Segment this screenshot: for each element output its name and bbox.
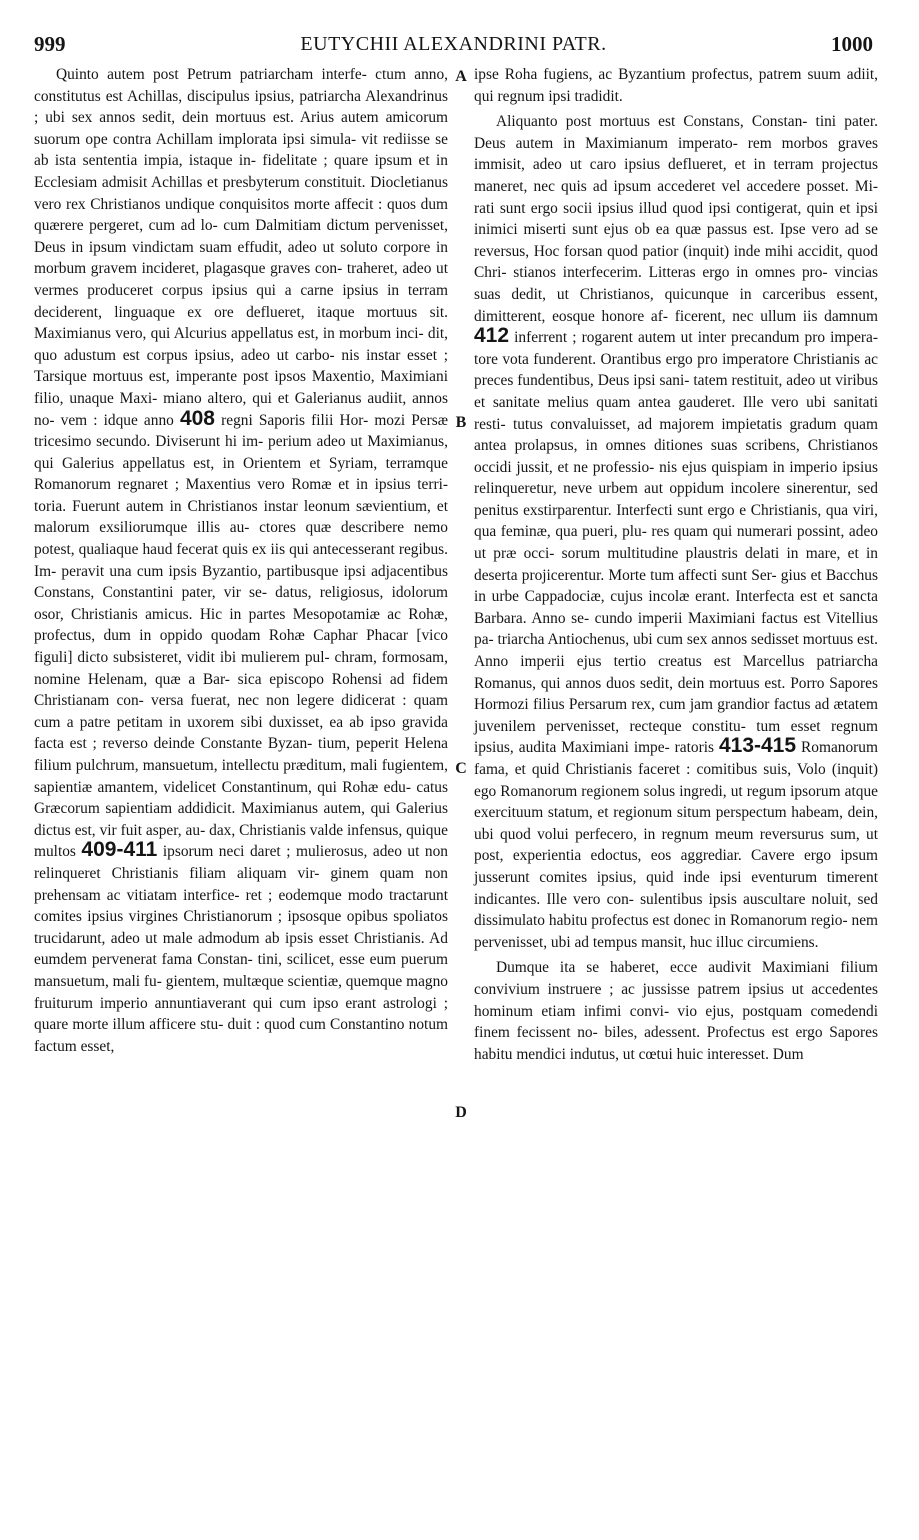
right-text-segment-3: Romanorum fama, et quid Christianis faceret : comitibus suis, Volo (inquit) ego Romanorum regionem solus ingredi, ut regum ipsorum atque exercituum statum, et regionum situm perspectum habeam, dein, ubi quod volui perfecero, in regnum meum reversurus sum, ut post, experientia edoctus, eos aggrediar. Cavere ergo ipsum jusserunt comites ipsius, quid inde ipsi eventurum timerent indicantes. Ille vero con- sulentibus ipsis auscultare noluit, sed dissimulato habitu profectus est donec in Romanorum regio- nem pervenisset, ubi ad tempus mansit, huc illuc circumiens. bbox=[474, 739, 878, 951]
right-column bbox=[474, 64, 878, 1065]
left-text-segment-3: ipsorum neci daret ; mulierosus, adeo ut non relinqueret Christianis filiam aliquam vir- ginem quam non prehensam ac vitiatam interfice- ret ; eodemque modo tractarunt comites ipsius virgines Christianorum ; ipsosque opibus spoliatos trucidarunt, adeo ut male admodum ab ipsis esset Christianis. Ad eumdem pervenerat fama Constan- tini, scilicet, esse eum puerum mansuetum, mali fu- gientem, multæque scientiæ, quemque magno fruiturum imperio annuntiaverant qui cum ipso erant astrologi ; quare morte illum afficere stu- duit : quod cum Constantino notum factum esset, bbox=[34, 843, 448, 1055]
section-marker-d: D bbox=[455, 1104, 467, 1121]
running-header bbox=[34, 32, 873, 60]
section-marker-c: C bbox=[455, 760, 467, 777]
year-marker-408: 408 bbox=[179, 406, 215, 430]
running-title: EUTYCHII ALEXANDRINI PATR. bbox=[300, 33, 607, 55]
right-paragraph-2 bbox=[474, 111, 878, 953]
right-text-segment-1: Aliquanto post mortuus est Constans, Constan- tini pater. Deus autem in Maximianum imperato- rem morbos graves immisit, adeo ut caro ipsius deflueret, et in terram projectus maneret, nec quis ad ipsum accederet vel accedere posset. Mi- rati sunt ergo socii ipsius illud quod ipsi contigerat, quin et ipsi inimici miserti sunt ejus ob ea quæ passus est. Ipse vero ad se reversus, Hoc forsan quod patior (inquit) inde mihi accidit, quod Chri- stianos interfecerim. Litteras ergo in omnes pro- vincias suas dedit, ut Christianos, quicunque in carceribus essent, dimitterent, eosque honore af- ficerent, nec ullum iis damnum bbox=[474, 113, 878, 325]
page-number-left: 999 bbox=[34, 32, 66, 56]
page-number-right: 1000 bbox=[831, 32, 873, 56]
year-marker-412: 412 bbox=[474, 324, 510, 348]
right-paragraph-1: ipse Roha fugiens, ac Byzantium profectus, patrem suum adiit, qui regnum ipsi tradidit. bbox=[474, 66, 878, 105]
left-column bbox=[34, 64, 448, 1057]
left-text-segment-1: Quinto autem post Petrum patriarcham interfe- ctum anno, constitutus est Achillas, discipulus ipsius, patriarcha Alexandrinus ; ubi sex annos sedit, dein mortuus est. Arius autem amicorum suorum ope contra Achillam implorata ipsi simula- vit rediisse se ab ista sententia impia, istaque in- fidelitate ; quare ipsum et in Ecclesiam admisit Achillas et presbyterum constituit. Diocletianus vero rex Christianos undique conquisitos morte affecit : quos dum quærere pergeret, cum ad lo- cum Dalmitiam dictum pervenisset, Deus in ipsum vindictam suam effudit, adeo ut soluto corpore in morbum gravem incideret, plagasque graves con- traheret, adeo ut vermes produceret corpus ipsius qui a carne ipsius in terram deciderent, linguaque ex ore deflueret, itaque mortuus sit. Maximianus vero, qui Alcurius appellatus est, in morbum inci- dit, quo adustum est corpus ipsius, adeo ut carbo- nis instar esset ; Tarsique mortuus est, imperante post ipsos Maxentio, Maximiani filio, unaque Maxi- miano altero, qui et Galerianus audiit, annos no- vem : idque anno bbox=[34, 66, 448, 429]
year-marker-409-411: 409-411 bbox=[81, 838, 158, 862]
right-paragraph-3: Dumque ita se haberet, ecce audivit Maximiani filium convivium instruere ; ac jussisse patrem ipsius ut accedentes hominum etiam infimi convi- vio ejus, postquam comedendi finem fecissent no- biles, adessent. Profectus est ergo Sapores habitu mendici indutus, ut cœtui huic interesset. Dum bbox=[474, 959, 878, 1063]
section-marker-b: B bbox=[455, 414, 467, 431]
left-text-segment-2: regni Saporis filii Hor- mozi Persæ tricesimo secundo. Diviserunt hi im- perium adeo ut Maximianus, qui Galerius appellatus est, in Orientem et Syriam, terramque Romanorum regnaret ; Maxentius vero Romæ et in ipsius terri- toria. Fuerunt autem in Christianos instar leonum sævientium, et malorum exsiliorumque illis au- ctores quæ describere nemo potest, qualiaque haud fecerat quis ex iis qui antecesserant regibus. Im- peravit una cum ipsis Byzantio, partibusque ipsi adjacentibus Constans, Constantini pater, vir se- datus, religiosus, idolorum osor, Christianis amicus. Hic in partes Mesopotamiæ ac Rohæ, profectus, dum in oppido quodam Rohæ Caphar Phacar [vico figuli] dicto subsisteret, vidit ibi mulierem pul- chram, formosam, nomine Helenam, quæ a Bar- sica episcopo Rohensi ad fidem Christianam con- versa fuerat, nec non legere didicerat : quam cum a patre petitam in uxorem sibi duxisset, ea ab ipso gravida facta est ; reverso deinde Constante Byzan- tium, peperit Helena filium pulchrum, mansuetum, intellectu præditum, mali fugientem, sapientiæ amantem, videlicet Constantinum, qui Rohæ edu- catus Græcorum sapientiam addidicit. Maximianus autem, qui Galerius dictus est, vir fuit asper, au- dax, Christianis valde infensus, quique multos bbox=[34, 411, 448, 861]
year-marker-413-415: 413-415 bbox=[718, 734, 797, 758]
left-paragraph bbox=[34, 64, 448, 1057]
section-marker-a: A bbox=[455, 68, 467, 85]
right-text-segment-2: inferrent ; rogarent autem ut inter precandum pro impera- tore vota funderent. Orantibus ergo pro imperatore Christianis ac preces fundentibus, Deus ipsi sani- tatem restituit, adeo ut viribus et sanitate melius quam antea gauderet. Ille vero ubi sanitati resti- tutus convaluisset, ad majorem impietatis gradum quam antea prolapsus, in omnes ditiones suas scribens, Christianos occidi jussit, et ne professio- nis ejus quispiam in imperio ipsius relinqueretur, neve urbem aut oppidum incolere sinerentur, sed penitus exstirparentur. Interfecti sunt ergo e Christianis, qua viri, qua feminæ, qua pueri, plu- res quam qui numerari possint, adeo ut præ occi- sorum multitudine plaustris delati in mare, et in deserta projicerentur. Morte tum affecti sunt Ser- gius et Bacchus in urbe Cappadociæ, cujus incolæ erant. Interfecta est et sancta Barbara. Anno se- cundo imperii Maximiani factus est Vitellius pa- triarcha Antiochenus, ubi cum sex annos sedisset mortuus est. Anno imperii ejus tertio creatus est Marcellus patriarcha Romanus, qui annos duos sedit, dein mortuus est. Porro Sapores Hormozi filius Persarum rex, cum jam grandior factus ad ætatem juvenilem pervenisset, recteque constitu- tum esset regnum ipsius, audita Maximiani impe- ratoris bbox=[474, 329, 878, 757]
